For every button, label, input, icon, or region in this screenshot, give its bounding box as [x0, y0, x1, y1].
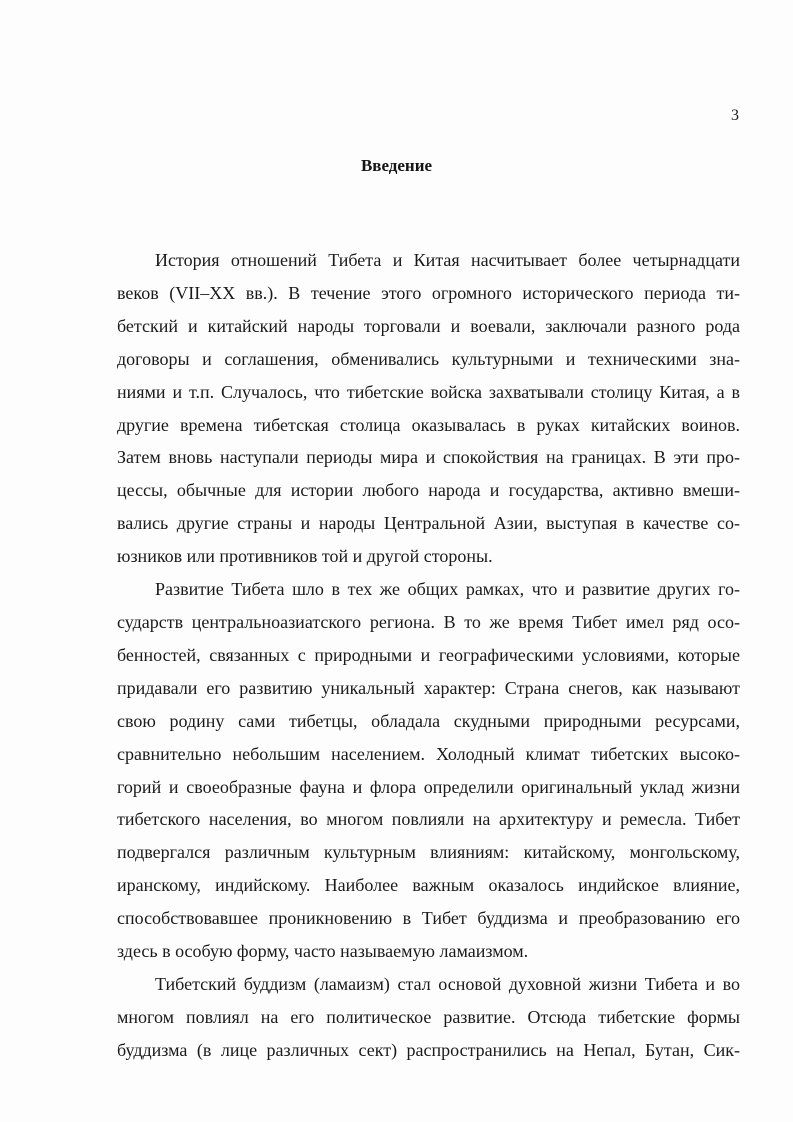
text-line: Затем вновь наступали периоды мира и спокойствия на границах. В эти про- — [117, 447, 740, 468]
paragraph-3 — [117, 968, 740, 1067]
text-line: горий и своеобразные фауна и флора определили оригинальный уклад жизни — [117, 776, 740, 797]
text-line: юзников или противников той и другой стороны. — [117, 546, 493, 567]
text-line: веков (VII–XX вв.). В течение этого огромного исторического периода ти- — [117, 282, 740, 303]
page-title: Введение — [360, 156, 433, 175]
text-line: свою родину сами тибетцы, обладала скудными природными ресурсами, — [117, 710, 740, 731]
text-line: способствовавшее проникновению в Тибет буддизма и преобразованию его — [117, 908, 740, 929]
text-line: История отношений Тибета и Китая насчитывает более четырнадцати — [155, 250, 740, 270]
text-line: здесь в особую форму, часто называемую ламаизмом. — [117, 941, 529, 962]
text-line: Тибетский буддизм (ламаизм) стал основой духовной жизни Тибета и во — [155, 973, 740, 994]
text-line: сравнительно небольшим населением. Холодный климат тибетских высоко- — [117, 743, 740, 764]
text-line: цессы, обычные для истории любого народа и государства, активно вмеши- — [117, 480, 740, 501]
text-line: иранскому, индийскому. Наиболее важным оказалось индийское влияние, — [117, 875, 740, 896]
paragraph-1 — [117, 244, 740, 573]
text-line: бетский и китайский народы торговали и воевали, заключали разного рода — [117, 315, 740, 336]
text-line: Развитие Тибета шло в тех же общих рамках, что и развитие других го- — [155, 579, 740, 600]
page-number: 3 — [731, 107, 739, 124]
text-line: вались другие страны и народы Центральной Азии, выступая в качестве со- — [117, 513, 740, 534]
text-line: бенностей, связанных с природными и географическими условиями, которые — [117, 644, 740, 665]
text-line: буддизма (в лице различных сект) распространились на Непал, Бутан, Сик- — [117, 1039, 740, 1060]
text-line: тибетского населения, во многом повлияли на архитектуру и ремесла. Тибет — [117, 809, 740, 830]
paragraph-2 — [117, 573, 740, 968]
text-line: подвергался различным культурным влияниям: китайскому, монгольскому, — [117, 842, 740, 863]
text-line: сударств центральноазиатского региона. В то же время Тибет имел ряд осо- — [117, 611, 740, 632]
text-line: многом повлиял на его политическое развитие. Отсюда тибетские формы — [117, 1006, 740, 1027]
text-line: ниями и т.п. Случалось, что тибетские войска захватывали столицу Китая, а в — [117, 381, 740, 402]
text-line: придавали его развитию уникальный характер: Страна снегов, как называют — [117, 677, 740, 698]
text-line: договоры и соглашения, обменивались культурными и техническими зна- — [117, 348, 740, 369]
text-line: другие времена тибетская столица оказывалась в руках китайских воинов. — [117, 414, 740, 435]
body-text — [117, 244, 740, 1067]
